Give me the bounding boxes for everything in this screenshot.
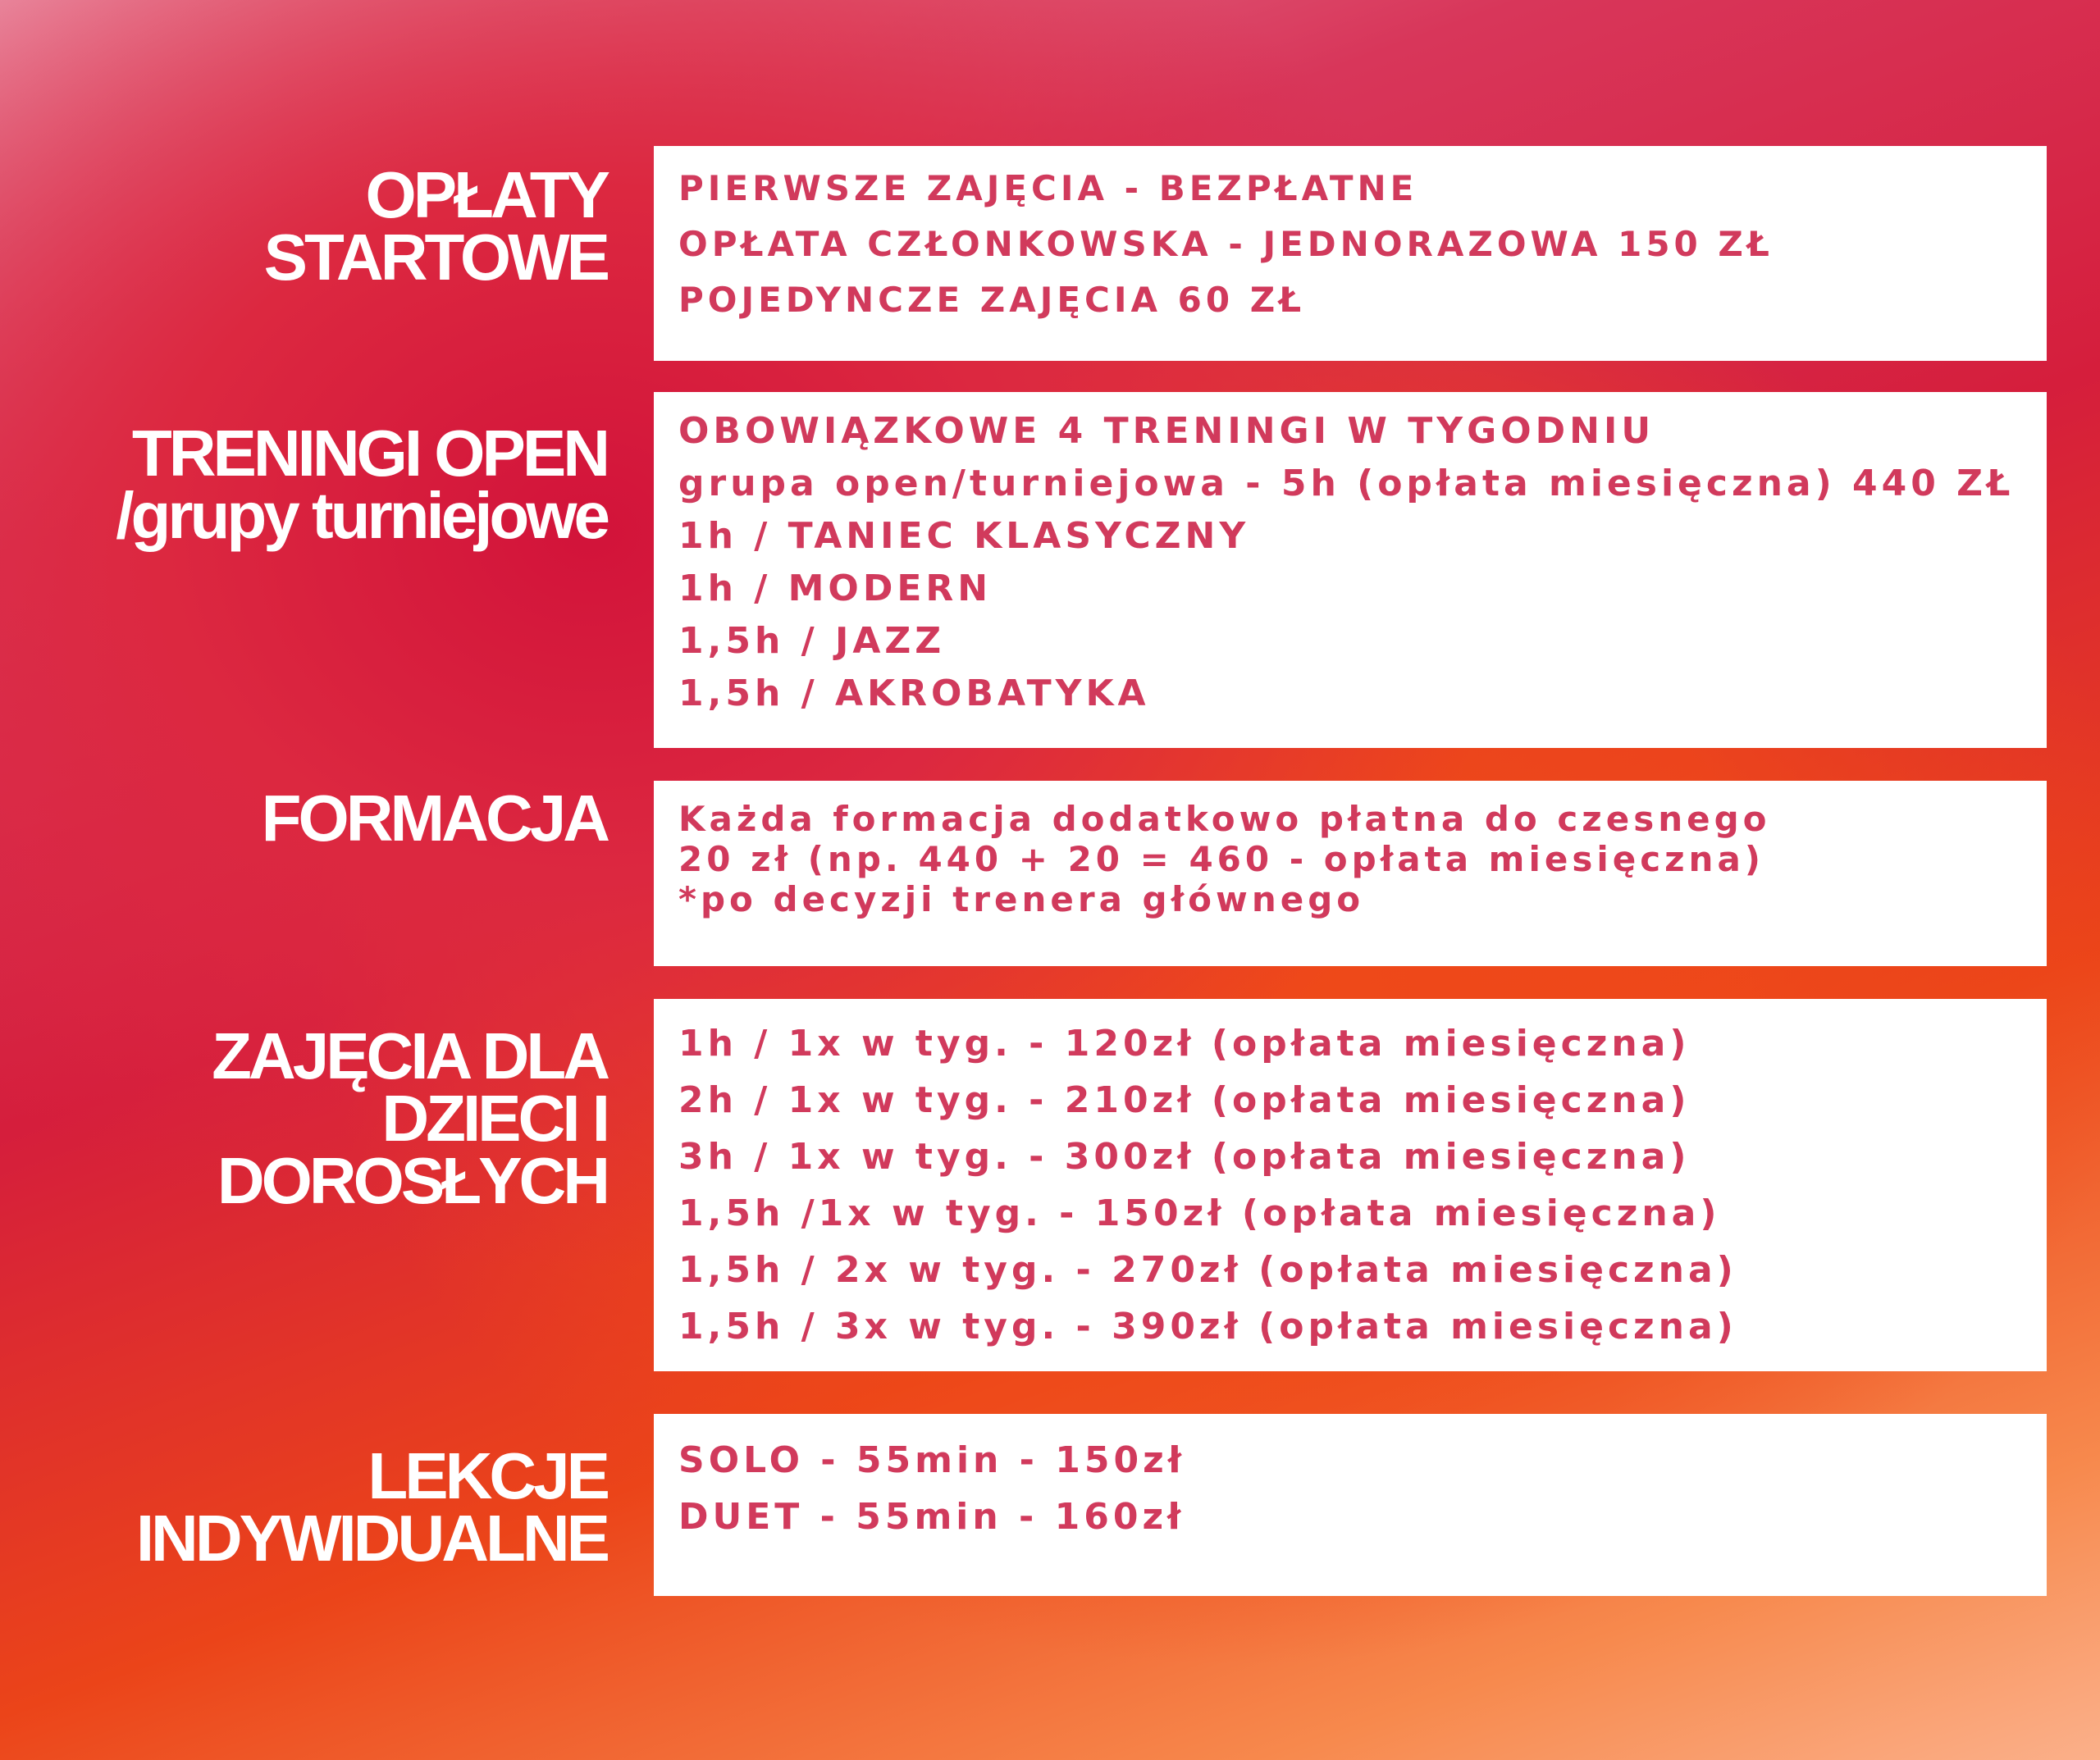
- price-item: DUET - 55min - 160zł: [678, 1496, 1185, 1538]
- section-title-line: OPŁATY: [365, 158, 607, 231]
- price-item: SOLO - 55min - 150zł: [678, 1439, 1186, 1481]
- price-item: 3h / 1x w tyg. - 300zł (opłata miesięczna): [678, 1136, 1691, 1178]
- price-item: POJEDYNCZE ZAJĘCIA 60 ZŁ: [678, 280, 1306, 320]
- price-item: 1h / MODERN: [678, 568, 993, 609]
- price-item: 1,5h / JAZZ: [678, 620, 946, 662]
- section-title-oplaty-startowe: [0, 158, 607, 294]
- price-item: 1,5h / AKROBATYKA: [678, 673, 1150, 714]
- price-item: 1,5h / 3x w tyg. - 390zł (opłata miesięczna): [678, 1306, 1737, 1347]
- section-title-line: FORMACJA: [261, 782, 607, 855]
- section-title-lekcje-indywidualne: [0, 1439, 607, 1575]
- price-item: grupa open/turniejowa - 5h (opłata miesięczna) 440 ZŁ: [678, 463, 2015, 504]
- section-title-zajecia-dzieci-doroslych: [0, 1019, 607, 1217]
- section-title-line: TRENINGI OPEN: [131, 417, 607, 490]
- price-box-zajecia-dzieci-doroslych: [654, 999, 2047, 1371]
- section-title-formacja: [0, 782, 607, 855]
- price-box-treningi-open: [654, 392, 2047, 748]
- section-title-line: STARTOWE: [263, 221, 607, 294]
- price-item: 20 zł (np. 440 + 20 = 460 - opłata miesięczna): [678, 839, 1764, 879]
- section-title-line: LEKCJE: [368, 1439, 607, 1512]
- section-title-line: DOROSŁYCH: [217, 1144, 607, 1217]
- price-item: 2h / 1x w tyg. - 210zł (opłata miesięczna): [678, 1079, 1691, 1121]
- price-item: 1,5h /1x w tyg. - 150zł (opłata miesięczna): [678, 1192, 1721, 1234]
- section-title-line: INDYWIDUALNE: [135, 1502, 607, 1575]
- price-item: Każda formacja dodatkowo płatna do czesnego: [678, 799, 1771, 839]
- price-item: PIERWSZE ZAJĘCIA - BEZPŁATNE: [678, 168, 1418, 208]
- section-title-line: ZAJĘCIA DLA: [212, 1019, 607, 1092]
- section-title-treningi-open: [0, 417, 607, 552]
- price-item: OPŁATA CZŁONKOWSKA - JEDNORAZOWA 150 ZŁ: [678, 224, 1774, 264]
- price-item: 1h / 1x w tyg. - 120zł (opłata miesięczna): [678, 1023, 1691, 1065]
- price-item: *po decyzji trenera głównego: [678, 879, 1365, 919]
- price-box-formacja: [654, 781, 2047, 966]
- section-title-line: DZIECI I: [381, 1082, 607, 1155]
- price-box-lekcje-indywidualne: [654, 1414, 2047, 1596]
- price-item: OBOWIĄZKOWE 4 TRENINGI W TYGODNIU: [678, 410, 1655, 452]
- price-item: 1,5h / 2x w tyg. - 270zł (opłata miesięczna): [678, 1249, 1737, 1291]
- price-item: 1h / TANIEC KLASYCZNY: [678, 515, 1250, 557]
- price-box-oplaty-startowe: [654, 146, 2047, 361]
- section-title-line: /grupy turniejowe: [116, 479, 607, 552]
